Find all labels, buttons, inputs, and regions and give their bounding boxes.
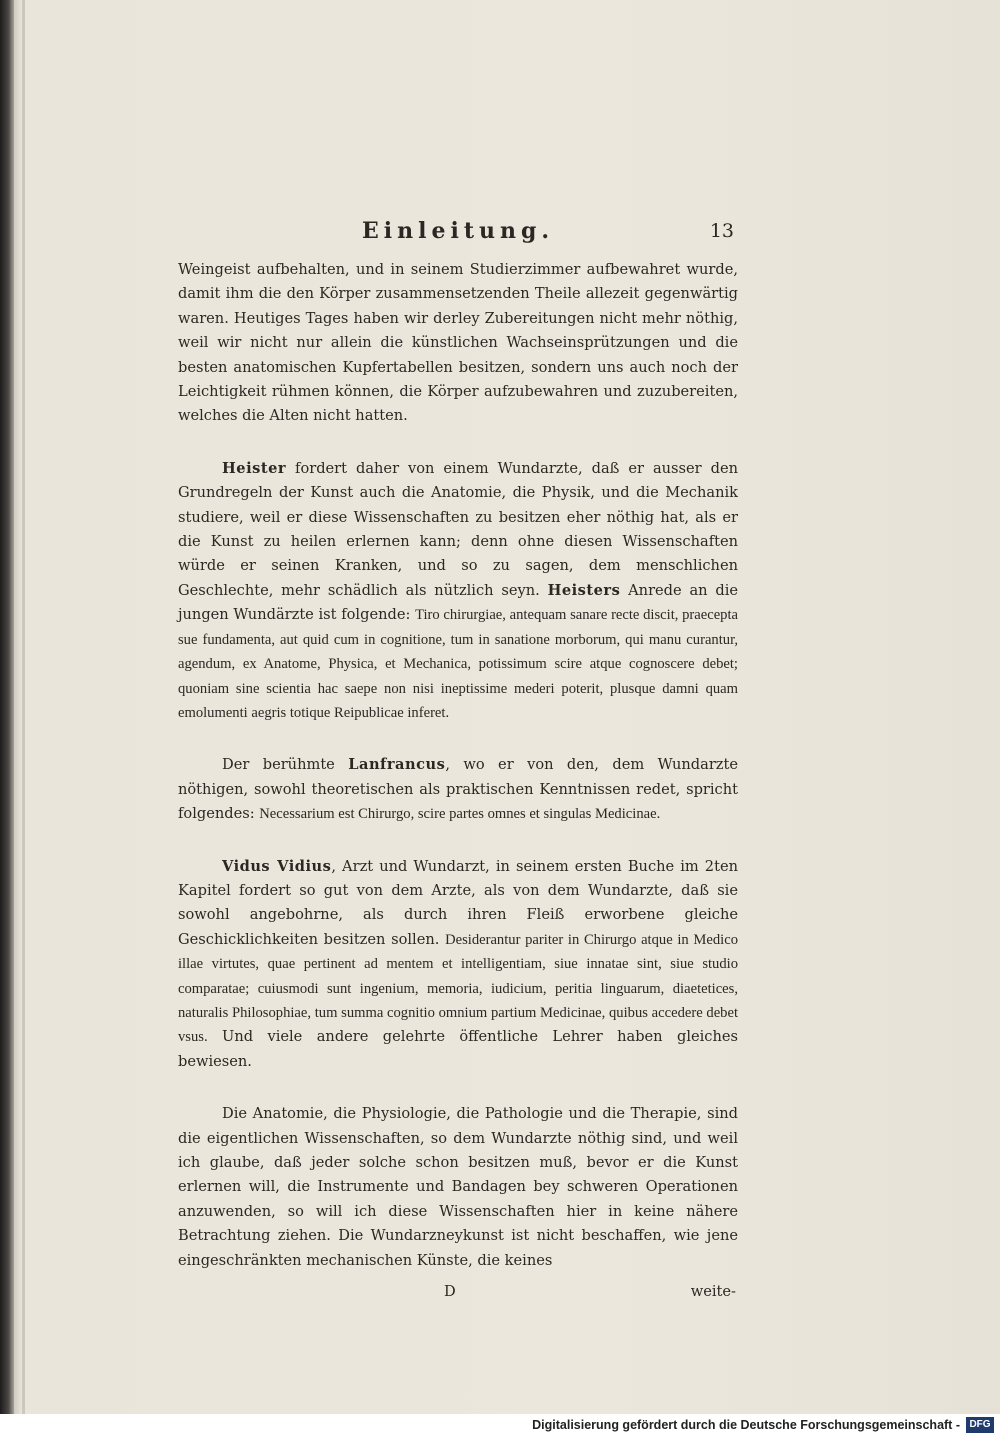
author-name-heisters: Heisters xyxy=(547,581,621,599)
page-footer-line xyxy=(178,1283,738,1309)
signature-mark: D xyxy=(444,1283,456,1301)
paragraph-4-text-b: Und viele andere gelehrte öffentliche Lehrer haben gleiches bewiesen. xyxy=(178,1028,738,1070)
latin-quote-heister: Tiro chirurgiae, antequam sanare recte discit, praecepta sue fundamenta, aut quid cum in cognitione, tum in sanatione morborum, qui manu curantur, agendum, ex Anatome, Physica, et Mechanica, potissimum scire atque cognoscere debet; quoniam sine scientia hac saepe non nisi ineptissime mederi poterit, plusque damni quam emolumenti aegris totique Reipublicae inferet. xyxy=(178,607,738,721)
page-fold-shadow xyxy=(22,0,25,1414)
book-spine-edge xyxy=(0,0,14,1414)
catchword: weite- xyxy=(690,1283,736,1301)
digitization-footer xyxy=(0,1414,1000,1437)
latin-quote-vidius: Desiderantur pariter in Chirurgo atque in Medico illae virtutes, quae pertinent ad mentem et intelligentiam, siue innatae sint, siue studio comparatae; cuiusmodi sunt ingenium, memoria, iudicium, peritia linguarum, diaetetices, naturalis Philosophiae, tum summa cognitio omnium partium Medicinae, quibus accedere debet vsus. xyxy=(178,931,738,1046)
paragraph-1 xyxy=(178,258,738,429)
author-name-vidius: Vidus Vidius xyxy=(222,857,332,875)
paragraph-2 xyxy=(178,457,738,725)
page-number: 13 xyxy=(709,220,734,242)
paragraph-3-text-b: , wo er von den, dem Wundarzte nöthigen, sowohl theoretischen als praktischen Kenntnissen redet, spricht folgendes: xyxy=(178,756,738,823)
latin-quote-lanfrancus: Necessarium est Chirurgo, scire partes omnes et singulas Medicinae. xyxy=(259,806,661,823)
paragraph-5-text: Die Anatomie, die Physiologie, die Pathologie und die Therapie, sind die eigentlichen Wissenschaften, so dem Wundarzte nöthig sind, und weil ich glaube, daß jeder solche schon besitzen muß, bevor er die Kunst erlernen will, die Instrumente und Bandagen bey schweren Operationen anzuwenden, so will ich diese Wissenschaften hier in keine nähere Betrachtung ziehen. Die Wundarzneykunst ist nicht beschaffen, wie jene eingeschränkten mechanischen Künste, die keines xyxy=(178,1105,738,1269)
author-name-heister: Heister xyxy=(222,459,287,477)
paragraph-4 xyxy=(178,855,738,1075)
running-title: Einleitung. xyxy=(361,218,555,244)
paragraph-3 xyxy=(178,753,738,826)
running-head xyxy=(178,218,738,254)
funding-credit: Digitalisierung gefördert durch die Deutsche Forschungsgemeinschaft - xyxy=(532,1418,960,1432)
paragraph-2-text-a: fordert daher von einem Wundarzte, daß er ausser den Grundregeln der Kunst auch die Anatomie, die Physik, und die Mechanik studiere, weil er diese Wissenschaften zu besitzen eher nöthig hat, als er die Kunst zu heilen erlernen kann; denn ohne diesen Wissenschaften würde er seinen Kranken, und so zu sagen, dem menschlichen Geschlechte, mehr schädlich als nützlich seyn. xyxy=(178,459,738,599)
paragraph-2-text-b: Anrede an die jungen Wundärzte ist folgende: xyxy=(178,581,738,624)
paragraph-5 xyxy=(178,1102,738,1273)
paragraph-4-text-a: , Arzt und Wundarzt, in seinem ersten Buche im 2ten Kapitel fordert so gut von dem Arzte, als von dem Wundarzte, daß sie sowohl angebohrne, als durch ihren Fleiß erworbene gleiche Geschicklichkeiten besitzen sollen. xyxy=(178,857,738,948)
page-content xyxy=(178,218,738,1309)
dfg-logo-icon: DFG xyxy=(966,1417,994,1433)
paragraph-3-text-a: Der berühmte xyxy=(222,756,349,774)
paragraph-1-text: Weingeist aufbehalten, und in seinem Studierzimmer aufbewahret wurde, damit ihm die den Körper zusammensetzenden Theile allezeit gegenwärtig waren. Heutiges Tages haben wir derley Zubereitungen nicht mehr nöthig, weil wir nicht nur allein die künstlichen Wachseinsprützungen und die besten anatomischen Kupfertabellen besitzen, sondern uns auch noch der Leichtigkeit rühmen können, die Körper aufzubewahren und zuzubereiten, welches die Alten nicht hatten. xyxy=(178,261,738,425)
author-name-lanfrancus: Lanfrancus xyxy=(348,756,446,774)
